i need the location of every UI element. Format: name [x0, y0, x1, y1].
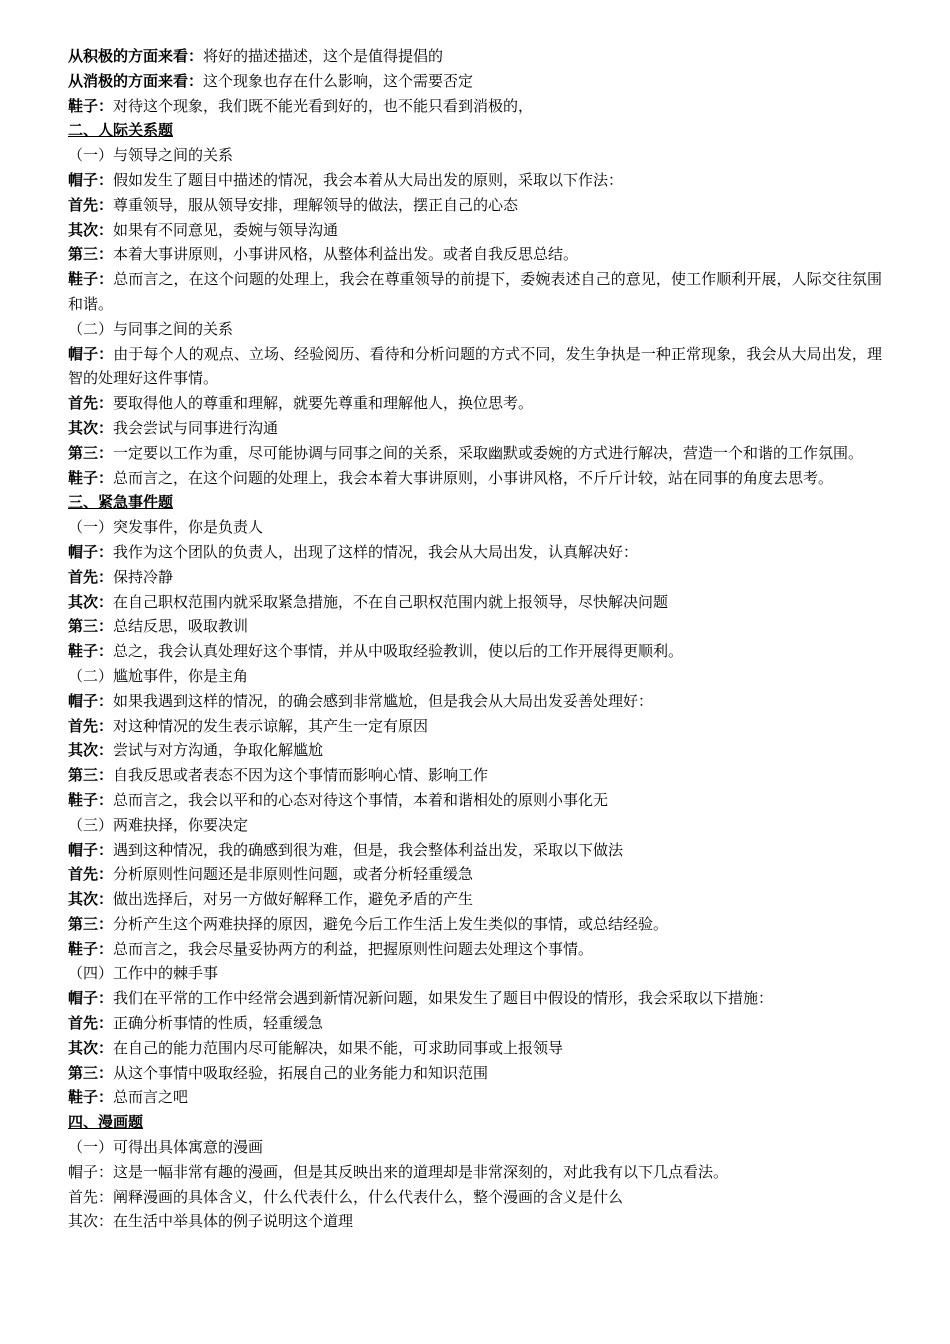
- paragraph-label: 鞋子：: [68, 642, 114, 661]
- paragraph: [68, 44, 882, 69]
- paragraph-label: 首先：: [68, 865, 114, 884]
- paragraph-label: 第三：: [68, 914, 114, 933]
- paragraph-text: 尊重领导，服从领导安排，理解领导的做法，摆正自己的心态: [113, 195, 519, 214]
- paragraph-text: 总而言之，在这个问题的处理上，我会本着大事讲原则，小事讲风格，不斤斤计较，站在同事的角度去思考。: [113, 468, 834, 487]
- paragraph-text: 总而言之，在这个问题的处理上，我会在尊重领导的前提下，委婉表述自己的意见，使工作顺利开展，人际交往氛围和谐。: [68, 270, 882, 313]
- paragraph-label: 从积极的方面来看：: [68, 47, 204, 65]
- paragraph: [68, 441, 882, 466]
- paragraph-label: 鞋子：: [68, 1088, 114, 1107]
- paragraph: [68, 193, 882, 218]
- paragraph-label: 帽子：: [68, 542, 114, 561]
- paragraph-label: 第三：: [68, 245, 114, 264]
- paragraph: [68, 639, 882, 664]
- paragraph-label: 帽子：: [68, 989, 114, 1008]
- paragraph-text: 正确分析事情的性质，轻重缓急: [113, 1014, 324, 1033]
- paragraph-text: 对待这个现象，我们既不能光看到好的，也不能只看到消极的，: [113, 96, 534, 115]
- paragraph: [68, 689, 882, 714]
- paragraph: [68, 862, 882, 887]
- paragraph-text: 由于每个人的观点、立场、经验阅历、看待和分析问题的方式不同，发生争执是一种正常现象，我会从大局出发，理智的处理好这件事情。: [68, 344, 882, 388]
- paragraph: [68, 1160, 882, 1185]
- paragraph-label: 帽子：: [68, 1162, 114, 1181]
- paragraph-label: 首先：: [68, 394, 114, 413]
- paragraph-label: 其次：: [68, 1212, 114, 1231]
- paragraph-label: 第三：: [68, 766, 114, 785]
- subsection-title: （一）与领导之间的关系: [68, 146, 234, 165]
- paragraph-label: 首先：: [68, 716, 114, 735]
- paragraph-label: 其次：: [68, 418, 114, 437]
- paragraph: [68, 838, 882, 863]
- paragraph-text: 遇到这种情况，我的确感到很为难，但是，我会整体利益出发，采取以下做法: [113, 840, 624, 859]
- subsection-title: （一）可得出具体寓意的漫画: [68, 1138, 264, 1157]
- paragraph-label: 其次：: [68, 890, 114, 909]
- paragraph: [68, 1209, 882, 1234]
- paragraph-text: 我会尝试与同事进行沟通: [113, 418, 279, 437]
- paragraph-text: 阐释漫画的具体含义，什么代表什么，什么代表什么，整个漫画的含义是什么: [113, 1187, 624, 1206]
- paragraph: [68, 1011, 882, 1036]
- paragraph-text: 做出选择后，对另一方做好解释工作，避免矛盾的产生: [113, 890, 474, 909]
- subsection-title: （一）突发事件，你是负责人: [68, 518, 264, 537]
- paragraph-label: 第三：: [68, 1063, 114, 1082]
- paragraph-label: 鞋子：: [68, 468, 114, 487]
- paragraph-text: 总之，我会认真处理好这个事情，并从中吸取经验教训，使以后的工作开展得更顺利。: [113, 642, 684, 661]
- paragraph-label: 其次：: [68, 220, 114, 239]
- paragraph-label: 首先：: [68, 1014, 114, 1033]
- paragraph-text: 分析产生这个两难抉择的原因，避免今后工作生活上发生类似的事情，或总结经验。: [113, 914, 669, 933]
- paragraph: [68, 342, 882, 392]
- paragraph-text: 从这个事情中吸取经验，拓展自己的业务能力和知识范围: [113, 1063, 489, 1082]
- paragraph: [68, 416, 882, 441]
- paragraph: [68, 887, 882, 912]
- subsection-title: （二）与同事之间的关系: [68, 319, 234, 338]
- section-heading: 三、紧急事件题: [68, 493, 174, 512]
- paragraph-label: 首先：: [68, 195, 114, 214]
- paragraph-text: 这是一幅非常有趣的漫画，但是其反映出来的道理却是非常深刻的，对此我有以下几点看法。: [113, 1162, 729, 1181]
- paragraph-text: 对这种情况的发生表示谅解，其产生一定有原因: [113, 716, 429, 735]
- paragraph-label: 鞋子：: [68, 96, 114, 115]
- paragraph: [68, 565, 882, 590]
- paragraph: [68, 466, 882, 491]
- paragraph: [68, 391, 882, 416]
- paragraph-label: 帽子：: [68, 840, 114, 859]
- paragraph-label: 第三：: [68, 443, 114, 462]
- paragraph-text: 将好的描述描述，这个是值得提倡的: [203, 47, 444, 65]
- paragraph-text: 自我反思或者表态不因为这个事情而影响心情、影响工作: [113, 766, 489, 785]
- paragraph: [68, 218, 882, 243]
- section-heading: 四、漫画题: [68, 1113, 144, 1132]
- paragraph-label: 其次：: [68, 592, 114, 611]
- paragraph-text: 尝试与对方沟通，争取化解尴尬: [113, 741, 324, 760]
- paragraph: [68, 1085, 882, 1110]
- paragraph: [68, 1061, 882, 1086]
- subsection-title: （三）两难抉择，你要决定: [68, 815, 249, 834]
- paragraph-text: 总而言之吧: [113, 1088, 189, 1107]
- paragraph-label: 帽子：: [68, 170, 114, 189]
- paragraph: [68, 94, 882, 119]
- paragraph-text: 本着大事讲原则，小事讲风格，从整体利益出发。或者自我反思总结。: [113, 245, 579, 264]
- paragraph: [68, 168, 882, 193]
- paragraph-label: 鞋子：: [68, 790, 114, 809]
- paragraph-text: 如果我遇到这样的情况，的确会感到非常尴尬，但是我会从大局出发妥善处理好：: [113, 691, 654, 710]
- paragraph-text: 我们在平常的工作中经常会遇到新情况新问题，如果发生了题目中假设的情形，我会采取以下措施：: [113, 989, 774, 1008]
- subsection-title: （二）尴尬事件，你是主角: [68, 666, 249, 685]
- paragraph: [68, 1185, 882, 1210]
- paragraph: [68, 714, 882, 739]
- paragraph: [68, 763, 882, 788]
- document-body: [68, 44, 882, 1234]
- paragraph: [68, 986, 882, 1011]
- section-heading: 二、人际关系题: [68, 121, 174, 140]
- paragraph-label: 帽子：: [68, 344, 114, 363]
- paragraph: [68, 1036, 882, 1061]
- paragraph-text: 要取得他人的尊重和理解，就要先尊重和理解他人，换位思考。: [113, 394, 534, 413]
- paragraph-text: 保持冷静: [113, 567, 174, 586]
- paragraph: [68, 540, 882, 565]
- paragraph: [68, 937, 882, 962]
- paragraph: [68, 267, 882, 317]
- paragraph: [68, 738, 882, 763]
- paragraph-label: 从消极的方面来看：: [68, 71, 204, 90]
- subsection-title: （四）工作中的棘手事: [68, 964, 219, 983]
- paragraph-label: 帽子：: [68, 691, 114, 710]
- paragraph: [68, 614, 882, 639]
- paragraph-text: 在生活中举具体的例子说明这个道理: [113, 1212, 354, 1231]
- paragraph-text: 在自己职权范围内就采取紧急措施，不在自己职权范围内就上报领导，尽快解决问题: [113, 592, 669, 611]
- paragraph-label: 其次：: [68, 741, 114, 760]
- paragraph-text: 这个现象也存在什么影响，这个需要否定: [203, 71, 474, 90]
- paragraph-text: 假如发生了题目中描述的情况，我会本着从大局出发的原则，采取以下作法：: [113, 170, 624, 189]
- paragraph-label: 首先：: [68, 1187, 114, 1206]
- paragraph-text: 总而言之，我会尽量妥协两方的利益，把握原则性问题去处理这个事情。: [113, 939, 594, 958]
- paragraph-label: 鞋子：: [68, 939, 114, 958]
- paragraph: [68, 69, 882, 94]
- paragraph: [68, 788, 882, 813]
- paragraph-text: 分析原则性问题还是非原则性问题，或者分析轻重缓急: [113, 865, 474, 884]
- paragraph-label: 首先：: [68, 567, 114, 586]
- paragraph-label: 第三：: [68, 617, 114, 636]
- paragraph-text: 在自己的能力范围内尽可能解决，如果不能，可求助同事或上报领导: [113, 1038, 564, 1057]
- paragraph-text: 一定要以工作为重，尽可能协调与同事之间的关系，采取幽默或委婉的方式进行解决，营造一个和谐的工作氛围。: [113, 443, 864, 462]
- paragraph-text: 我作为这个团队的负责人，出现了这样的情况，我会从大局出发，认真解决好：: [113, 542, 639, 561]
- paragraph: [68, 912, 882, 937]
- paragraph-text: 总而言之，我会以平和的心态对待这个事情，本着和谐相处的原则小事化无: [113, 790, 609, 809]
- paragraph-text: 如果有不同意见，委婉与领导沟通: [113, 220, 339, 239]
- paragraph-text: 总结反思，吸取教训: [113, 617, 249, 636]
- paragraph: [68, 590, 882, 615]
- paragraph-label: 其次：: [68, 1038, 114, 1057]
- paragraph: [68, 242, 882, 267]
- paragraph-label: 鞋子：: [68, 270, 114, 289]
